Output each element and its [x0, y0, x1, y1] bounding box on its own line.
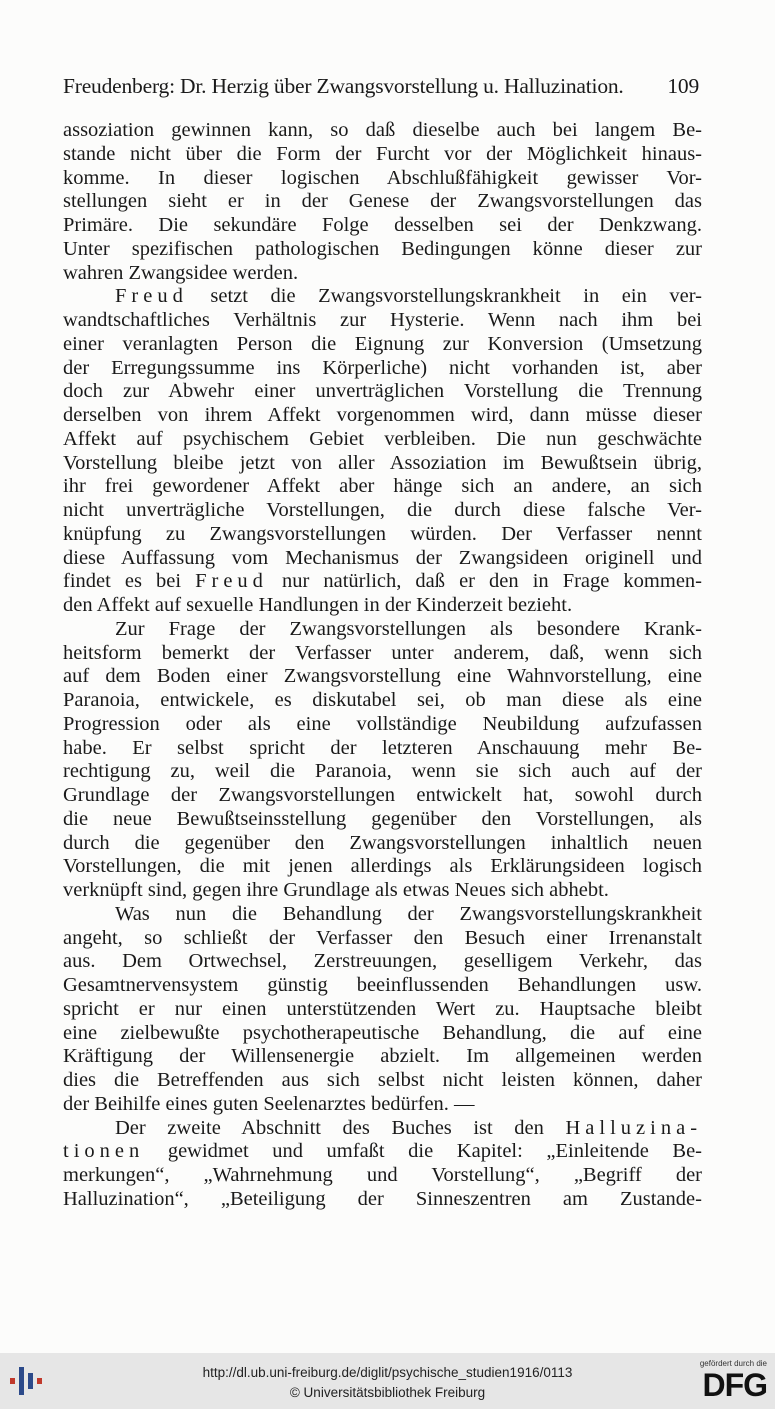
- text-line: tionen gewidmet und umfaßt die Kapitel: „Einleitende Be-: [63, 1140, 702, 1163]
- text-line: Grundlage der Zwangsvorstellungen entwickelt hat, sowohl durch: [63, 784, 702, 806]
- text-line: Freud setzt die Zwangsvorstellungskrankheit in ein ver-: [115, 285, 703, 308]
- text-line: habe. Er selbst spricht der letzteren Anschauung mehr Be-: [63, 736, 702, 759]
- text-line: doch zur Abwehr einer unverträglichen Vorstellung die Trennung: [63, 380, 702, 403]
- text-line: Kräftigung der Willensenergie abzielt. Im allgemeinen werden: [63, 1045, 702, 1068]
- running-header: [63, 74, 703, 99]
- running-title: Freudenberg: Dr. Herzig über Zwangsvorstellung u. Halluzination.: [63, 74, 624, 98]
- text-line: rechtigung zu, weil die Paranoia, wenn sie sich auch auf der: [63, 760, 702, 783]
- text-line: knüpfung zu Zwangsvorstellungen würden. Der Verfasser nennt: [63, 522, 702, 545]
- text-line: assoziation gewinnen kann, so daß dieselbe auch bei langem Be-: [63, 119, 702, 141]
- text-line: der Beihilfe eines guten Seelenarztes bedürfen. —: [63, 1092, 475, 1115]
- text-line: diese Auffassung vom Mechanismus der Zwangsideen originell und: [63, 546, 702, 569]
- text-line: ihr frei gewordener Affekt aber hänge sich an andere, an sich: [63, 475, 702, 498]
- text-line: auf dem Boden einer Zwangsvorstellung eine Wahnvorstellung, eine: [63, 665, 702, 688]
- text-line: einer veranlagten Person die Eignung zur Konversion (Umsetzung: [63, 332, 702, 355]
- text-line: merkungen“, „Wahrnehmung und Vorstellung“, „Begriff der: [63, 1164, 702, 1186]
- text-line: Halluzination“, „Beteiligung der Sinneszentren am Zustande-: [63, 1187, 702, 1210]
- viewer-footer: [0, 1353, 775, 1409]
- text-line: stande nicht über die Form der Furcht vor der Möglichkeit hinaus-: [63, 142, 702, 165]
- text-line: wahren Zwangsidee werden.: [63, 261, 299, 284]
- text-line: Vorstellungen, die mit jenen allerdings als Erklärungsideen logisch: [63, 855, 702, 878]
- spaced-term: tionen: [63, 1140, 145, 1163]
- text-line: nicht unverträgliche Vorstellungen, die durch diese falsche Ver-: [63, 499, 702, 521]
- text-line: komme. In dieser logischen Abschlußfähigkeit gewisser Vor-: [63, 166, 702, 189]
- text-line: spricht er nur einen unterstützenden Wert zu. Hauptsache bleibt: [63, 997, 702, 1020]
- dfg-logo: [685, 1359, 767, 1405]
- text-line: Paranoia, entwickele, es diskutabel sei, ob man diese als eine: [63, 689, 702, 711]
- text-line: findet es bei Freud nur natürlich, daß er den in Frage kommen-: [63, 570, 703, 593]
- funder-caption: gefördert durch die: [699, 1359, 767, 1368]
- text-line: angeht, so schließt der Verfasser den Besuch einer Irrenanstalt: [63, 926, 702, 949]
- source-url-link[interactable]: http://dl.ub.uni-freiburg.de/diglit/psychische_studien1916/0113: [202, 1365, 573, 1380]
- text-line: Zur Frage der Zwangsvorstellungen als besondere Krank-: [115, 617, 702, 640]
- text-line: heitsform bemerkt der Verfasser unter anderem, daß, wenn sich: [63, 641, 702, 664]
- text-line: verknüpft sind, gegen ihre Grundlage als etwas Neues sich abhebt.: [63, 879, 609, 901]
- text-line: derselben von ihrem Affekt vorgenommen wird, dann müsse dieser: [63, 404, 702, 426]
- text-line: dies die Betreffenden aus sich selbst nicht leisten können, daher: [63, 1069, 702, 1091]
- body-text: [63, 119, 702, 1212]
- text-line: Was nun die Behandlung der Zwangsvorstellungskrankheit: [115, 902, 702, 925]
- spaced-name: Freud: [115, 285, 188, 308]
- text-line: Progression oder als eine vollständige Neubildung aufzufassen: [63, 712, 702, 735]
- text-line: Der zweite Abschnitt des Buches ist den Halluzina-: [115, 1116, 703, 1139]
- spaced-name: Freud: [195, 570, 268, 593]
- text-line: aus. Dem Ortwechsel, Zerstreuungen, geselligem Verkehr, das: [63, 950, 702, 973]
- text-line: durch die gegenüber den Zwangsvorstellungen inhaltlich neuen: [63, 831, 702, 854]
- text-line: die neue Bewußtseinsstellung gegenüber den Vorstellungen, als: [63, 807, 702, 830]
- text-line: Vorstellung bleibe jetzt von aller Assoziation im Bewußtsein übrig,: [63, 451, 702, 474]
- copyright-text: © Universitätsbibliothek Freiburg: [289, 1385, 486, 1400]
- dfg-wordmark: DFG: [702, 1367, 767, 1403]
- text-line: Unter spezifischen pathologischen Bedingungen könne dieser zur: [63, 237, 702, 260]
- text-line: Primäre. Die sekundäre Folge desselben sei der Denkzwang.: [63, 214, 702, 236]
- text-line: Affekt auf psychischem Gebiet verbleiben. Die nun geschwächte: [63, 427, 702, 450]
- text-line: stellungen sieht er in der Genese der Zwangsvorstellungen das: [63, 190, 702, 213]
- text-line: den Affekt auf sexuelle Handlungen in der Kinderzeit bezieht.: [63, 594, 573, 616]
- text-line: der Erregungssumme ins Körperliche) nicht vorhanden ist, aber: [63, 356, 702, 379]
- page-number: 109: [667, 74, 699, 98]
- spaced-term: Halluzina-: [565, 1116, 703, 1139]
- text-line: Gesamtnervensystem günstig beeinflussenden Behandlungen usw.: [63, 974, 702, 996]
- text-line: eine zielbewußte psychotherapeutische Behandlung, die auf eine: [63, 1021, 702, 1044]
- text-line: wandtschaftliches Verhältnis zur Hysterie. Wenn nach ihm bei: [63, 309, 702, 331]
